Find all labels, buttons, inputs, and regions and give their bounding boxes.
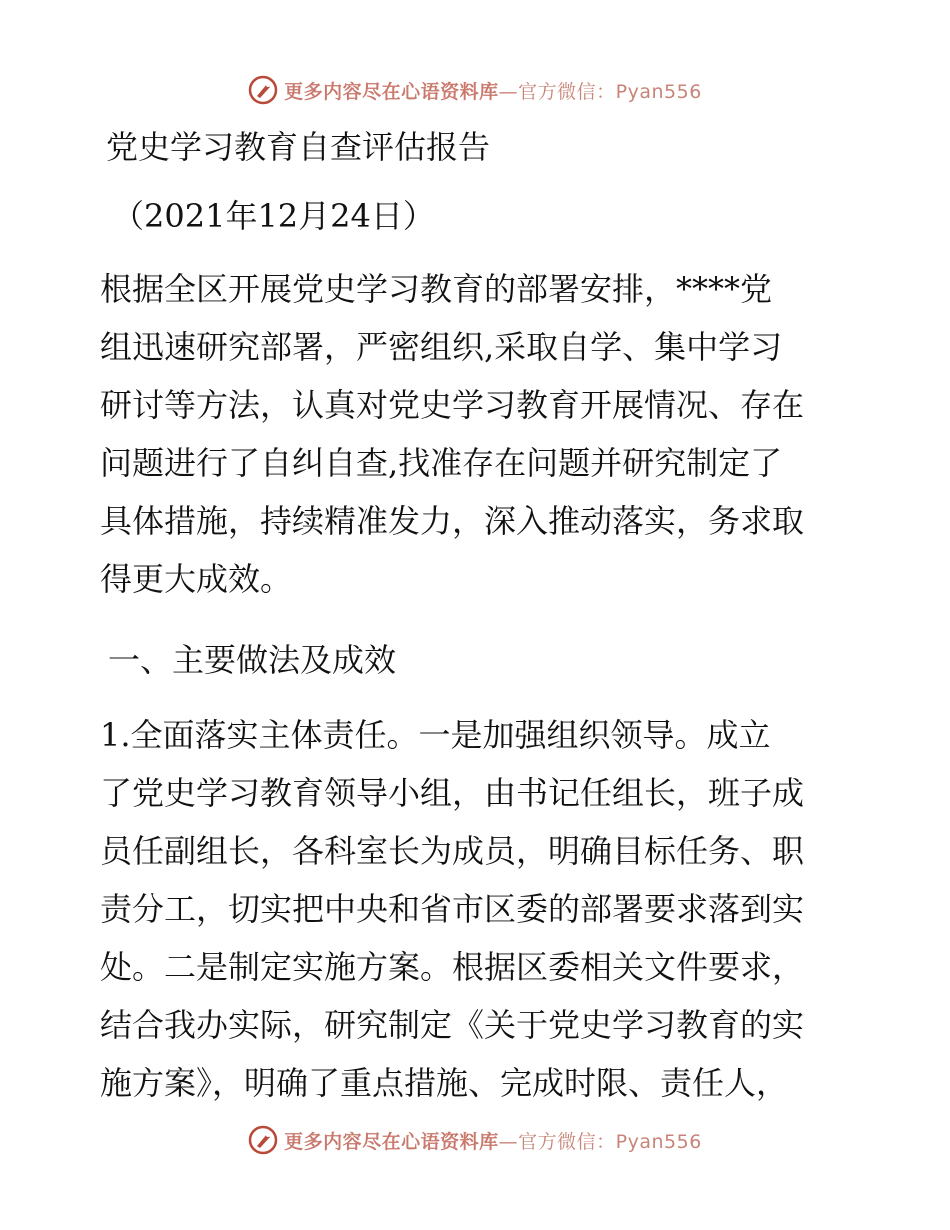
paragraph-line: 结合我办实际，研究制定《关于党史学习教育的实 [100,1006,805,1044]
paragraph-line: 责分工，切实把中央和省市区委的部署要求落到实 [100,890,805,928]
document-date: （2021年12月24日） [112,197,435,235]
paragraph-line: 施方案》，明确了重点措施、完成时限、责任人， [100,1064,789,1102]
paragraph-line: 问题进行了自纠自查,找准存在问题并研究制定了 [100,444,783,482]
document-body [100,125,860,1112]
pen-nib-logo-icon [248,75,278,105]
banner-dash: — [498,80,519,103]
banner-text [284,1127,702,1154]
paragraph-line: 员任副组长，各科室长为成员，明确目标任务、职 [100,832,805,870]
paragraph-line: 研讨等方法，认真对党史学习教育开展情况、存在 [100,386,805,424]
top-watermark-banner [0,70,950,110]
banner-text [284,77,702,104]
document-title: 党史学习教育自查评估报告 [106,128,491,166]
paragraph-line: 1.全面落实主体责任。一是加强组织领导。成立 [100,716,771,754]
paragraph-line: 具体措施，持续精准发力，深入推动落实，务求取 [100,502,805,540]
paragraph-line: 根据全区开展党史学习教育的部署安排，****党 [100,270,773,308]
banner-main-text: 更多内容尽在心语资料库 [284,80,499,103]
section-heading: 一、主要做法及成效 [108,641,397,679]
banner-contact-text: 官方微信：Pyan556 [518,80,702,103]
banner-dash: — [498,1130,519,1153]
paragraph-responsibility [100,706,860,1112]
paragraph-intro [100,260,860,608]
paragraph-line: 组迅速研究部署，严密组织,采取自学、集中学习 [100,328,783,366]
banner-contact-text: 官方微信：Pyan556 [518,1130,702,1153]
paragraph-line: 得更大成效。 [100,560,293,598]
paragraph-line: 了党史学习教育领导小组，由书记任组长，班子成 [100,774,805,812]
paragraph-line: 处。二是制定实施方案。根据区委相关文件要求， [100,948,805,986]
banner-main-text: 更多内容尽在心语资料库 [284,1130,499,1153]
pen-nib-logo-icon [248,1125,278,1155]
bottom-watermark-banner [0,1120,950,1160]
